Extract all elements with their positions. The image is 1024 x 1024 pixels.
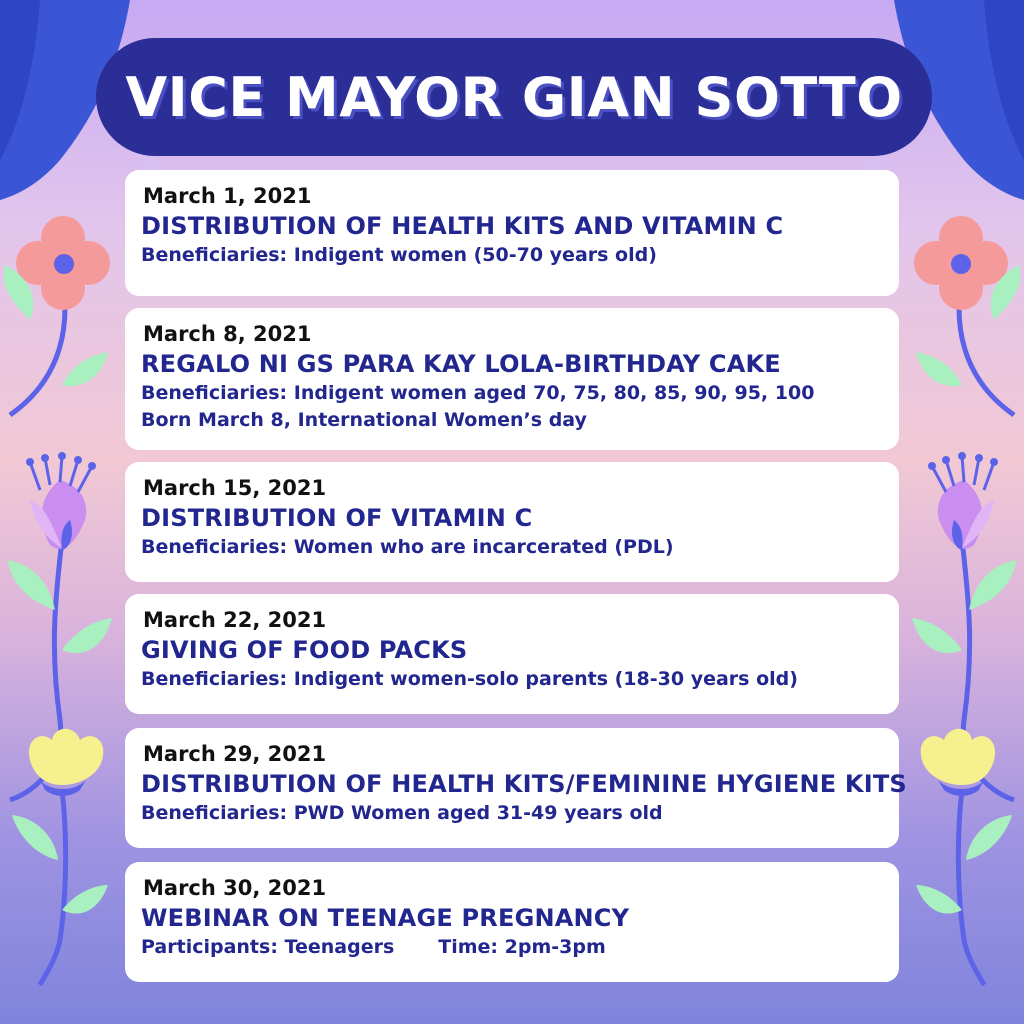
event-date: March 22, 2021 xyxy=(143,608,327,632)
event-title: DISTRIBUTION OF HEALTH KITS/FEMININE HYGIENE KITS xyxy=(141,770,907,798)
yellow-flower-left-icon xyxy=(12,729,108,985)
pink-flower-left-icon xyxy=(4,216,110,415)
event-card-1 xyxy=(125,170,899,296)
event-date: March 8, 2021 xyxy=(143,322,312,346)
event-beneficiaries: Beneficiaries: Indigent women-solo parents (18-30 years old) xyxy=(141,668,798,690)
event-title: DISTRIBUTION OF HEALTH KITS AND VITAMIN C xyxy=(141,212,784,240)
event-beneficiaries: Beneficiaries: Indigent women (50-70 years old) xyxy=(141,244,657,266)
event-title: REGALO NI GS PARA KAY LOLA-BIRTHDAY CAKE xyxy=(141,350,781,378)
event-note: Born March 8, International Women’s day xyxy=(141,409,587,431)
event-title: WEBINAR ON TEENAGE PREGNANCY xyxy=(141,904,630,932)
yellow-flower-right-icon xyxy=(916,729,1012,985)
pink-flower-right-icon xyxy=(914,216,1020,415)
event-beneficiaries: Beneficiaries: Women who are incarcerated (PDL) xyxy=(141,536,674,558)
event-card-6 xyxy=(125,862,899,982)
event-beneficiaries: Beneficiaries: PWD Women aged 31-49 years old xyxy=(141,802,663,824)
event-date: March 15, 2021 xyxy=(143,476,327,500)
event-card-3 xyxy=(125,462,899,582)
event-date: March 1, 2021 xyxy=(143,184,312,208)
event-participants: Participants: Teenagers xyxy=(141,936,395,958)
event-time: Time: 2pm-3pm xyxy=(438,936,606,958)
event-date: March 29, 2021 xyxy=(143,742,327,766)
event-card-5 xyxy=(125,728,907,848)
page-title: VICE MAYOR GIAN SOTTO xyxy=(125,65,903,129)
event-card-2 xyxy=(125,308,899,450)
header-banner xyxy=(96,38,932,156)
event-title: GIVING OF FOOD PACKS xyxy=(141,636,468,664)
event-beneficiaries: Beneficiaries: Indigent women aged 70, 75, 80, 85, 90, 95, 100 xyxy=(141,382,815,404)
event-details xyxy=(141,934,883,961)
event-date: March 30, 2021 xyxy=(143,876,327,900)
event-card-4 xyxy=(125,594,899,714)
event-title: DISTRIBUTION OF VITAMIN C xyxy=(141,504,533,532)
